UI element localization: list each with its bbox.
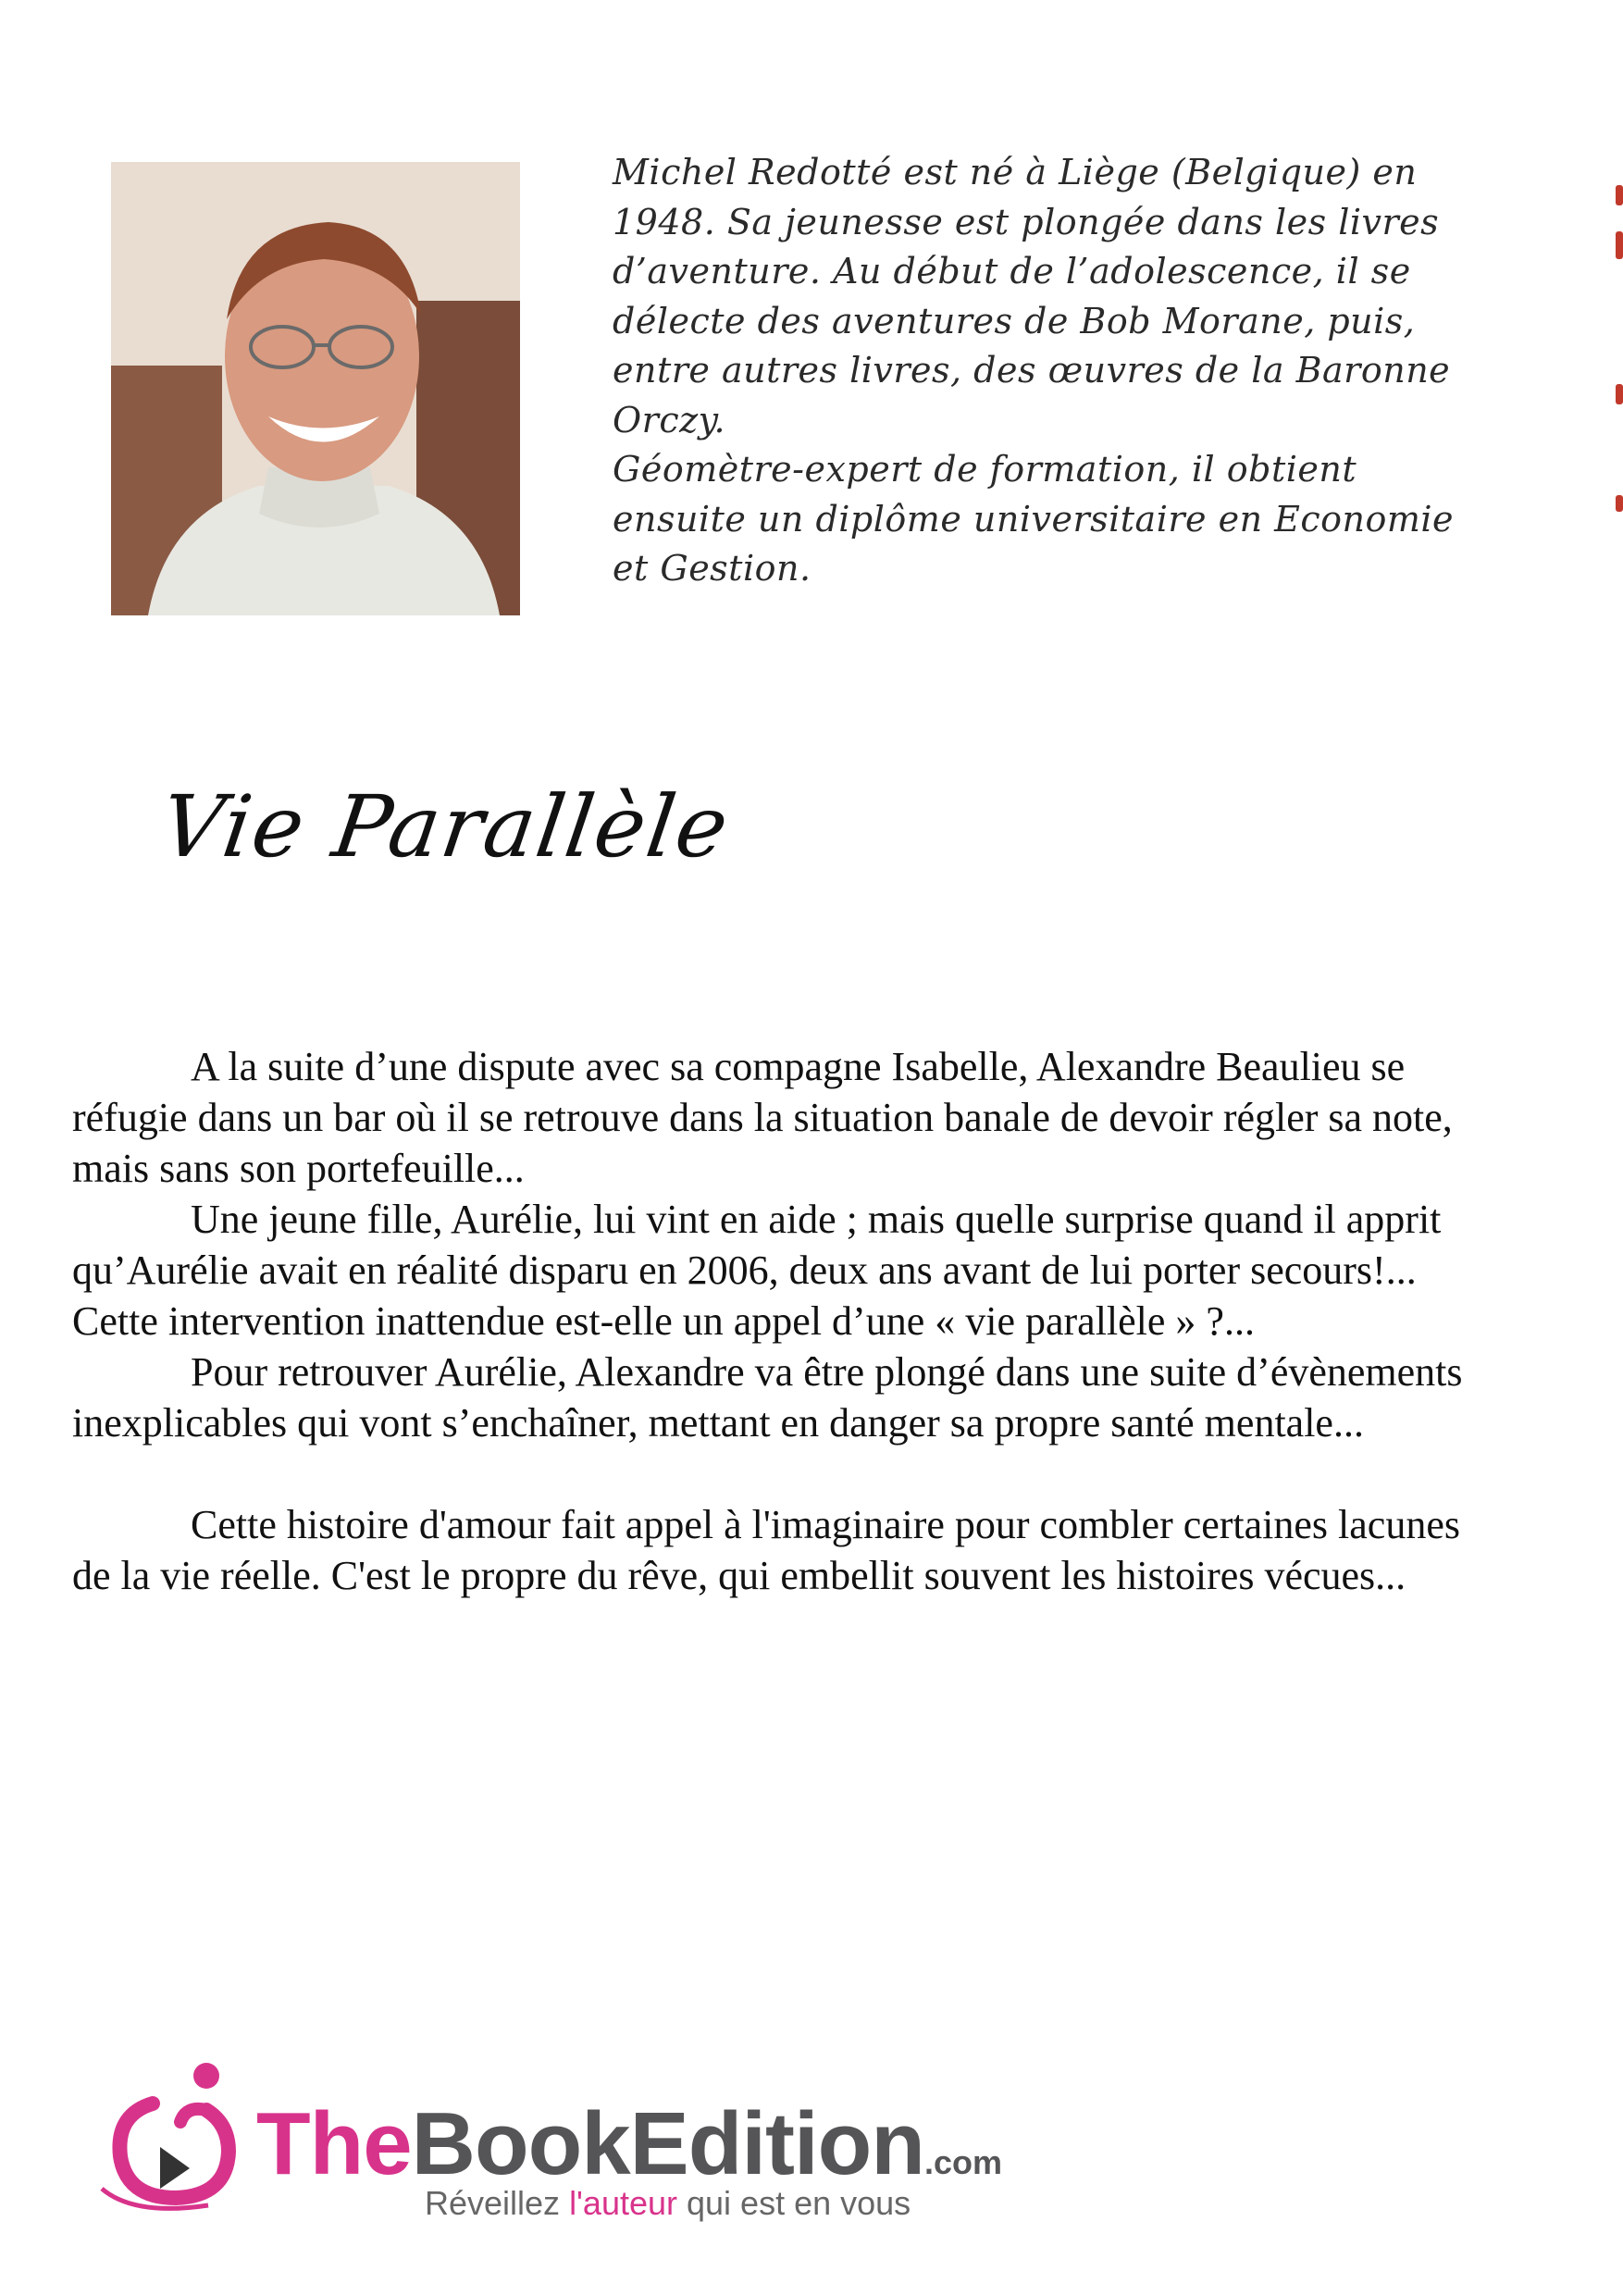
bio-line: ensuite un diplôme universitaire en Economie xyxy=(613,498,1455,540)
tagline-end: qui est en vous xyxy=(677,2184,911,2222)
bio-line: délecte des aventures de Bob Morane, puis, xyxy=(613,300,1416,341)
tagline-highlight: l'auteur xyxy=(569,2184,678,2222)
bio-line: d’aventure. Au début de l’adolescence, il se xyxy=(613,251,1411,292)
bio-line: Géomètre-expert de formation, il obtient xyxy=(613,449,1357,490)
logo-the: The xyxy=(256,2094,412,2193)
synopsis-paragraph: Pour retrouver Aurélie, Alexandre va être plongé dans une suite d’évènements inexplicables qui vont s’enchaîner, mettant en danger sa propre santé mentale... xyxy=(72,1349,1463,1446)
author-bio xyxy=(613,148,1492,594)
author-portrait-image xyxy=(111,162,520,615)
bio-line: Orczy. xyxy=(613,399,726,441)
book-title: Vie Parallèle xyxy=(155,777,737,876)
publisher-tagline xyxy=(425,2184,911,2223)
synopsis-paragraph: Cette histoire d'amour fait appel à l'imaginaire pour combler certaines lacunes de la vie réelle. C'est le propre du rêve, qui embellit souvent les histoires vécues... xyxy=(72,1502,1460,1598)
bio-line: et Gestion. xyxy=(613,548,812,589)
synopsis-paragraph: A la suite d’une dispute avec sa compagne Isabelle, Alexandre Beaulieu se réfugie dans un bar où il se retrouve dans la situation banale de devoir régler sa note, mais sans son portefeuille... xyxy=(72,1044,1453,1191)
book-synopsis xyxy=(72,1041,1497,1601)
author-photo xyxy=(111,162,520,615)
publisher-logo xyxy=(97,2059,1115,2222)
bio-line: entre autres livres, des œuvres de la Baronne xyxy=(613,350,1451,391)
edge-decoration xyxy=(1610,167,1623,537)
bio-line: 1948. Sa jeunesse est plongée dans les livres xyxy=(613,201,1440,242)
publisher-logo-icon xyxy=(97,2059,254,2212)
bio-line: Michel Redotté est né à Liège (Belgique) en xyxy=(613,152,1418,192)
logo-edition: Edition xyxy=(629,2094,924,2193)
tagline-start: Réveillez xyxy=(425,2184,570,2222)
synopsis-paragraph: Une jeune fille, Aurélie, lui vint en aide ; mais quelle surprise quand il apprit qu’Aurélie avait en réalité disparu en 2006, deux ans avant de lui porter secours!... Cette intervention inattendue est-elle un appel d’une « vie parallèle » ?... xyxy=(72,1197,1442,1344)
logo-com: .com xyxy=(923,2143,1002,2181)
logo-book: Book xyxy=(411,2094,630,2193)
